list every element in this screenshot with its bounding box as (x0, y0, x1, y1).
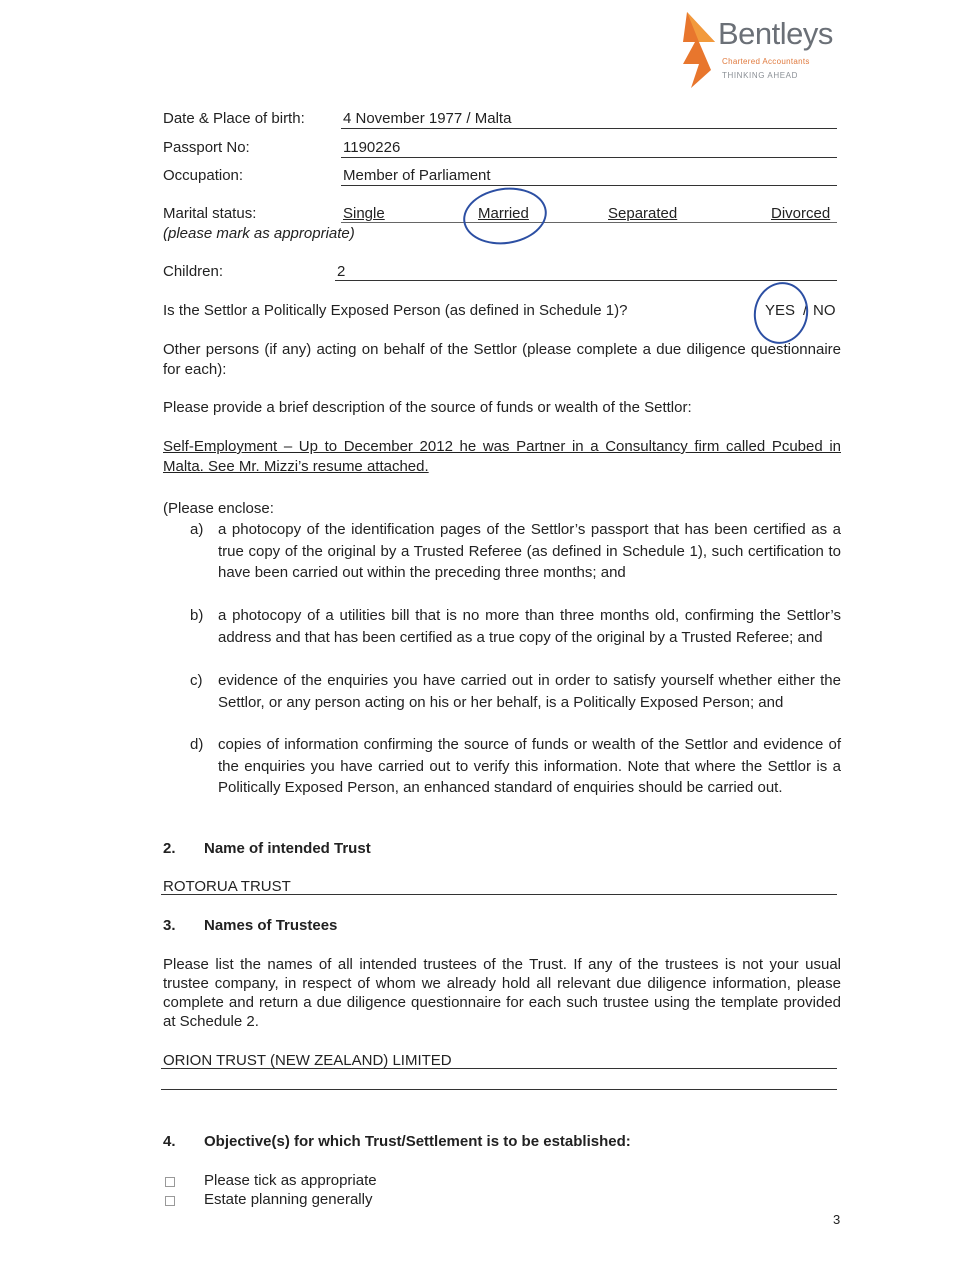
pep-yes[interactable]: YES (765, 302, 796, 319)
option-checkbox-2[interactable] (165, 1196, 175, 1206)
section4-title: Objective(s) for which Trust/Settlement is to be established: (204, 1133, 631, 1150)
children-label: Children: (163, 263, 224, 280)
dob-value: 4 November 1977 / Malta (343, 110, 512, 127)
occupation-value: Member of Parliament (343, 167, 491, 184)
brand-motto: THINKING AHEAD (722, 71, 798, 80)
section3-title: Names of Trustees (204, 917, 338, 934)
enclose-item-a: a photocopy of the identification pages of the Settlor’s passport that has been certified as a true copy of the original by a Trusted Referee (as defined in Schedule 1), such certification to have been carried out within the preceding three months; and (218, 521, 841, 581)
section2-underline (161, 894, 837, 895)
children-underline (335, 280, 837, 281)
section2-value: ROTORUA TRUST (163, 878, 291, 895)
section2-title: Name of intended Trust (204, 840, 371, 857)
option-checkbox-1[interactable] (165, 1177, 175, 1187)
occupation-label: Occupation: (163, 167, 244, 184)
children-value: 2 (337, 263, 346, 280)
occupation-underline (341, 185, 837, 186)
page-number: 3 (833, 1212, 841, 1227)
enclose-item-d: copies of information confirming the source of funds or wealth of the Settlor and evidence of the enquiries you have carried out to verify this information. Note that where the Settlor is a Politically Exposed Person, an enhanced standard of enquiries should be carried out. (218, 736, 841, 796)
enclose-item-a-marker: a) (190, 521, 204, 538)
marital-option-married[interactable]: Married (478, 205, 529, 222)
brand-tagline: Chartered Accountants (722, 57, 810, 66)
passport-label: Passport No: (163, 139, 250, 156)
marital-hint: (please mark as appropriate) (163, 225, 355, 242)
yes-ink-circle (748, 277, 814, 349)
source-answer: Self-Employment – Up to December 2012 he was Partner in a Consultancy firm called Pcubed in Malta. See Mr. Mizzi’s resume attached. (163, 438, 841, 475)
marital-label: Marital status: (163, 205, 257, 222)
enclose-item-d-marker: d) (190, 736, 204, 753)
section3-value: ORION TRUST (NEW ZEALAND) LIMITED (163, 1052, 452, 1069)
pep-no[interactable]: NO (813, 302, 836, 319)
section3-number: 3. (163, 917, 176, 934)
section3-underline-2 (161, 1089, 837, 1090)
passport-value: 1190226 (343, 139, 401, 156)
passport-underline (341, 157, 837, 158)
enclose-intro: (Please enclose: (163, 500, 274, 517)
section4-number: 4. (163, 1133, 176, 1150)
dob-label: Date & Place of birth: (163, 110, 305, 127)
enclose-item-c: evidence of the enquiries you have carried out in order to satisfy yourself whether either the Settlor, or any person acting on his or her behalf, is a Politically Exposed Person; and (218, 672, 841, 711)
section2-number: 2. (163, 840, 176, 857)
pep-question: Is the Settlor a Politically Exposed Person (as defined in Schedule 1)? (163, 302, 628, 319)
brand-name: Bentleys (718, 16, 833, 51)
marital-option-separated[interactable]: Separated (608, 205, 678, 222)
section3-underline-1 (161, 1068, 837, 1069)
source-prompt: Please provide a brief description of the source of funds or wealth of the Settlor: (163, 399, 692, 416)
enclose-item-b: a photocopy of a utilities bill that is no more than three months old, confirming the Settlor’s address and that has been certified as a true copy of the original by a Trusted Referee; and (218, 607, 841, 646)
enclose-item-c-marker: c) (190, 672, 203, 689)
pep-separator: / (803, 302, 808, 319)
bentleys-logo-mark (681, 12, 717, 88)
other-persons-text: Other persons (if any) acting on behalf of the Settlor (please complete a due diligence questionnaire for each): (163, 341, 841, 378)
dob-underline (341, 128, 837, 129)
section4-option-1: Please tick as appropriate (204, 1172, 377, 1189)
enclose-item-b-marker: b) (190, 607, 204, 624)
section4-option-2: Estate planning generally (204, 1191, 373, 1208)
married-ink-circle (460, 182, 551, 249)
marital-option-single[interactable]: Single (343, 205, 385, 222)
marital-option-divorced[interactable]: Divorced (771, 205, 831, 222)
marital-underline (341, 222, 837, 223)
section3-body: Please list the names of all intended trustees of the Trust. If any of the trustees is not your usual trustee company, in respect of whom we already hold all relevant due diligence information, please complete and return a due diligence questionnaire for each such trustee using the template provided at Schedule 2. (163, 956, 841, 1030)
